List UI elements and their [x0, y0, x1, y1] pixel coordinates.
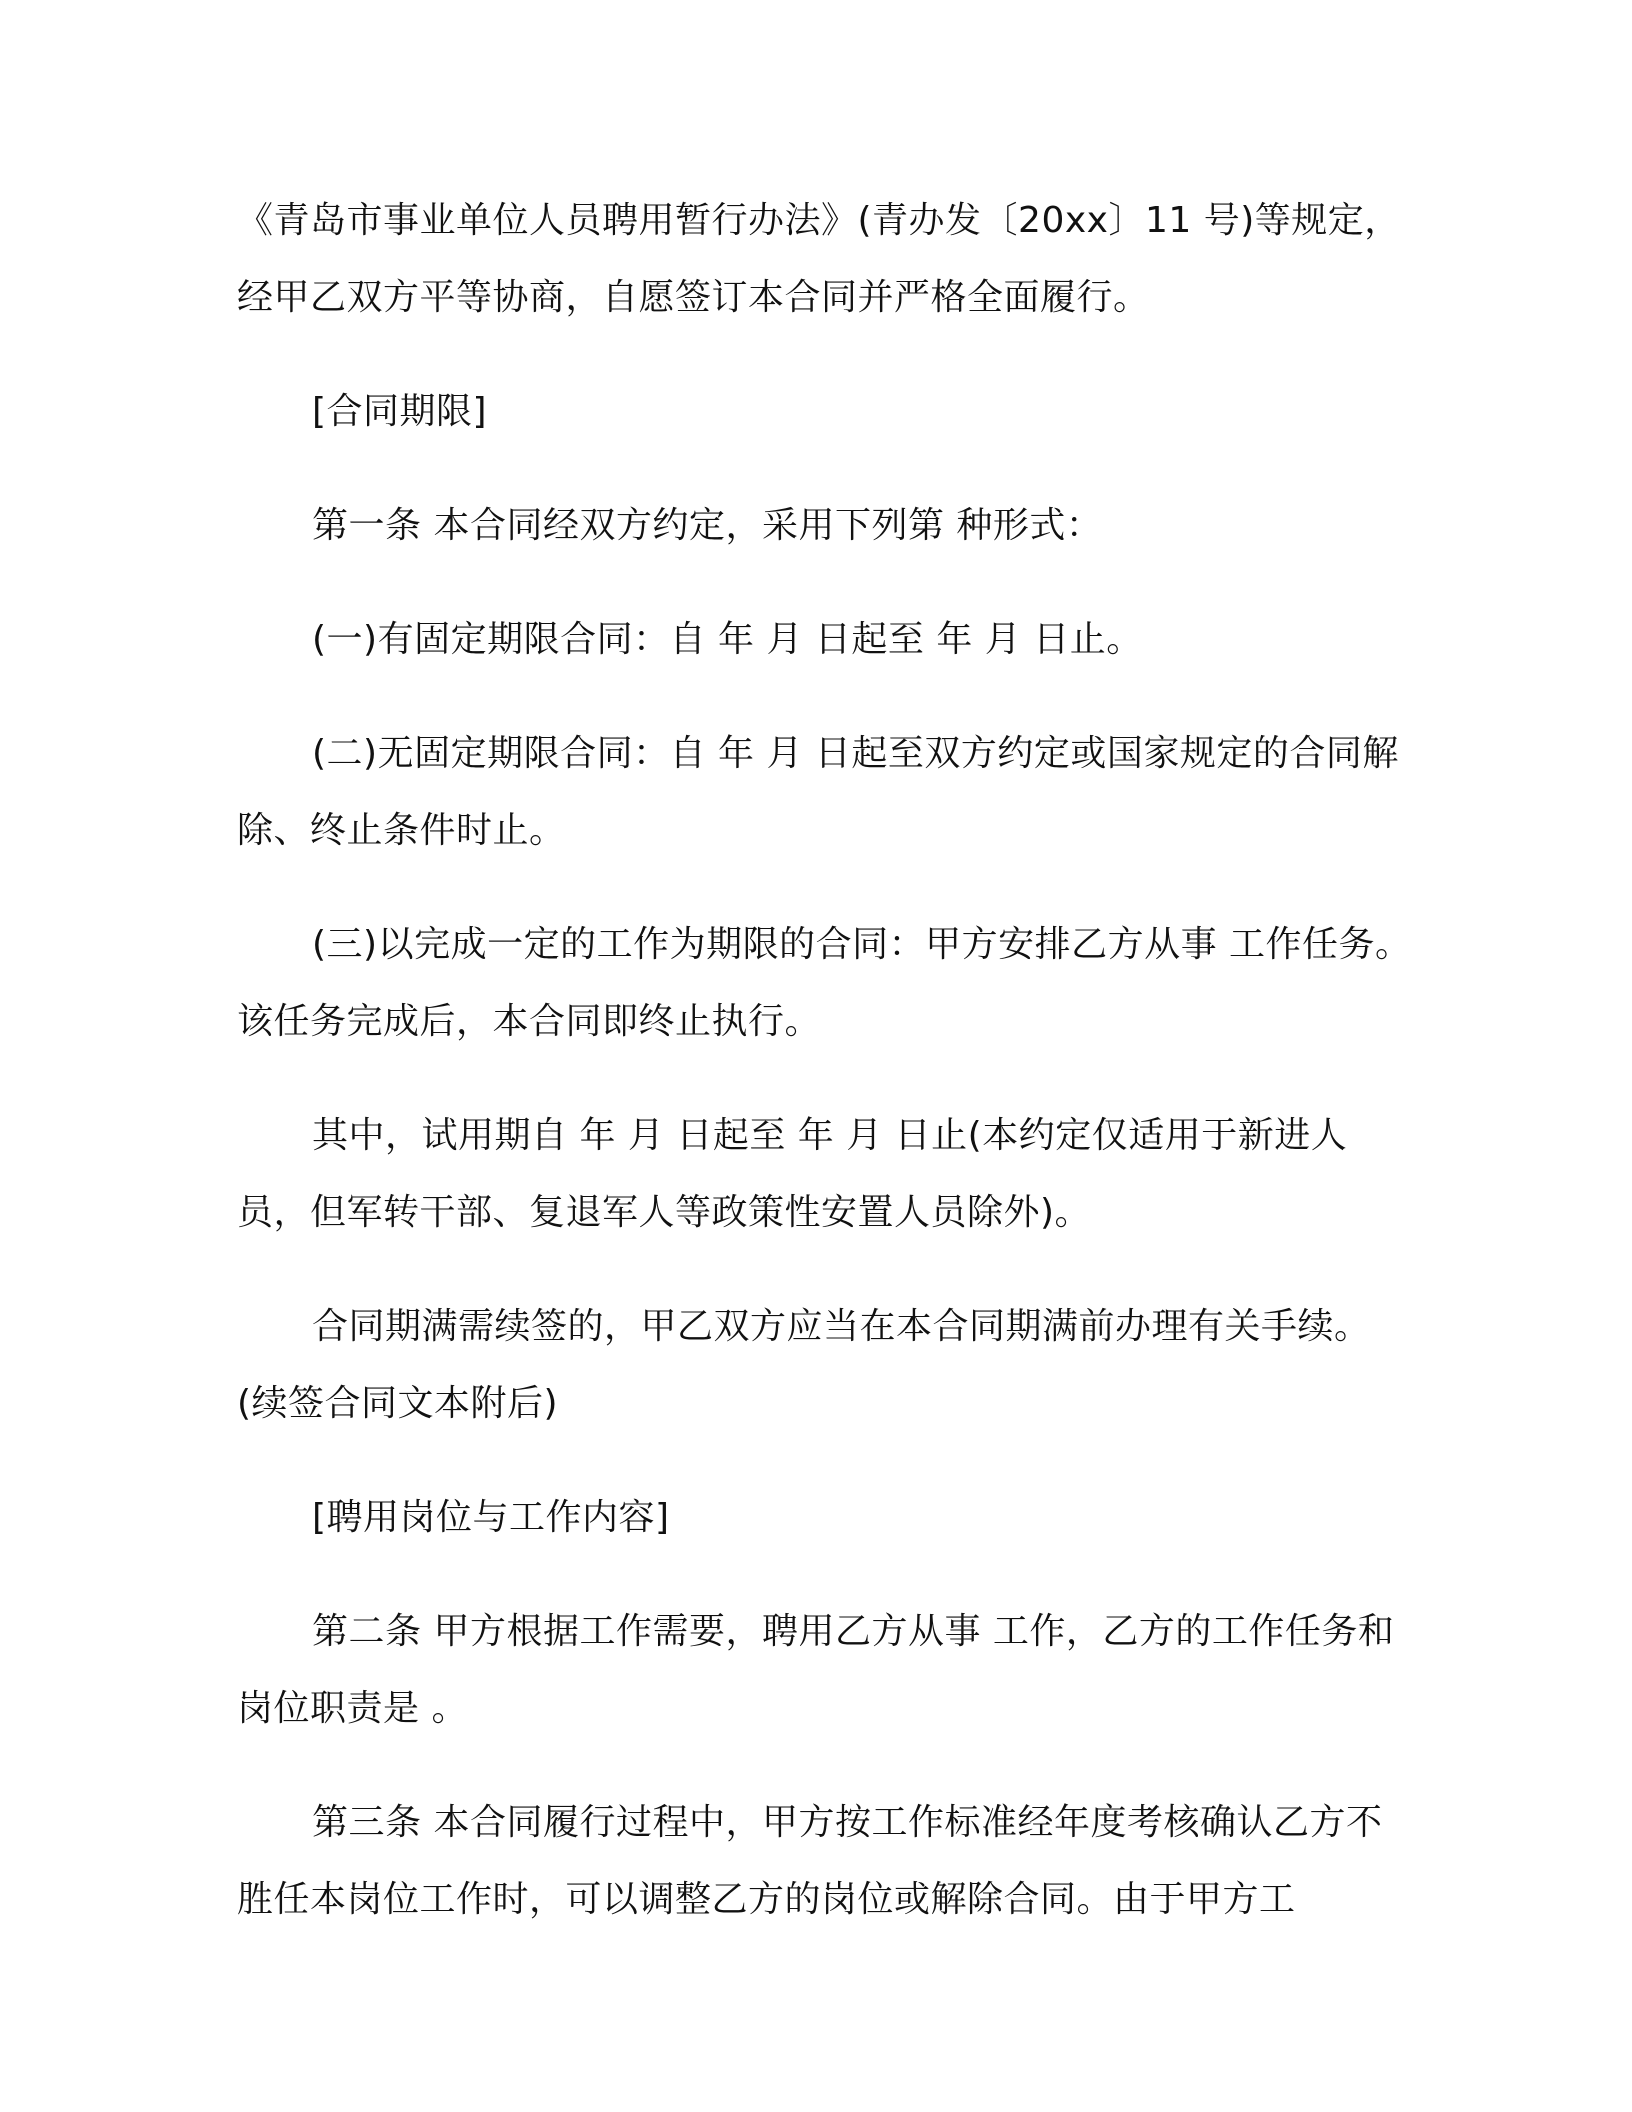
paragraph-article-2: 第二条 甲方根据工作需要，聘用乙方从事 工作，乙方的工作任务和岗位职责是 。 [237, 1611, 1395, 1729]
paragraph-item-3: (三)以完成一定的工作为期限的合同：甲方安排乙方从事 工作任务。该任务完成后，本合同即终止执行。 [237, 924, 1412, 1042]
paragraph-article-3: 第三条 本合同履行过程中，甲方按工作标准经年度考核确认乙方不胜任本岗位工作时，可以调整乙方的岗位或解除合同。由于甲方工 [237, 1802, 1383, 1920]
paragraph-probation: 其中，试用期自 年 月 日起至 年 月 日止(本约定仅适用于新进人员，但军转干部、复退军人等政策性安置人员除外)。 [237, 1115, 1348, 1233]
section-heading-contract-term: [合同期限] [312, 391, 488, 432]
paragraph-item-2: (二)无固定期限合同：自 年 月 日起至双方约定或国家规定的合同解除、终止条件时止。 [237, 733, 1399, 851]
section-heading-post-and-duties: [聘用岗位与工作内容] [312, 1497, 670, 1538]
paragraph-renewal: 合同期满需续签的，甲乙双方应当在本合同期满前办理有关手续。(续签合同文本附后) [237, 1306, 1371, 1424]
paragraph-article-1: 第一条 本合同经双方约定，采用下列第 种形式： [312, 505, 1103, 546]
paragraph-intro: 《青岛市事业单位人员聘用暂行办法》(青办发〔20xx〕11 号)等规定，经甲乙双方平等协商，自愿签订本合同并严格全面履行。 [237, 200, 1401, 318]
document-body [237, 182, 1417, 1938]
paragraph-item-1: (一)有固定期限合同：自 年 月 日起至 年 月 日止。 [312, 619, 1143, 660]
